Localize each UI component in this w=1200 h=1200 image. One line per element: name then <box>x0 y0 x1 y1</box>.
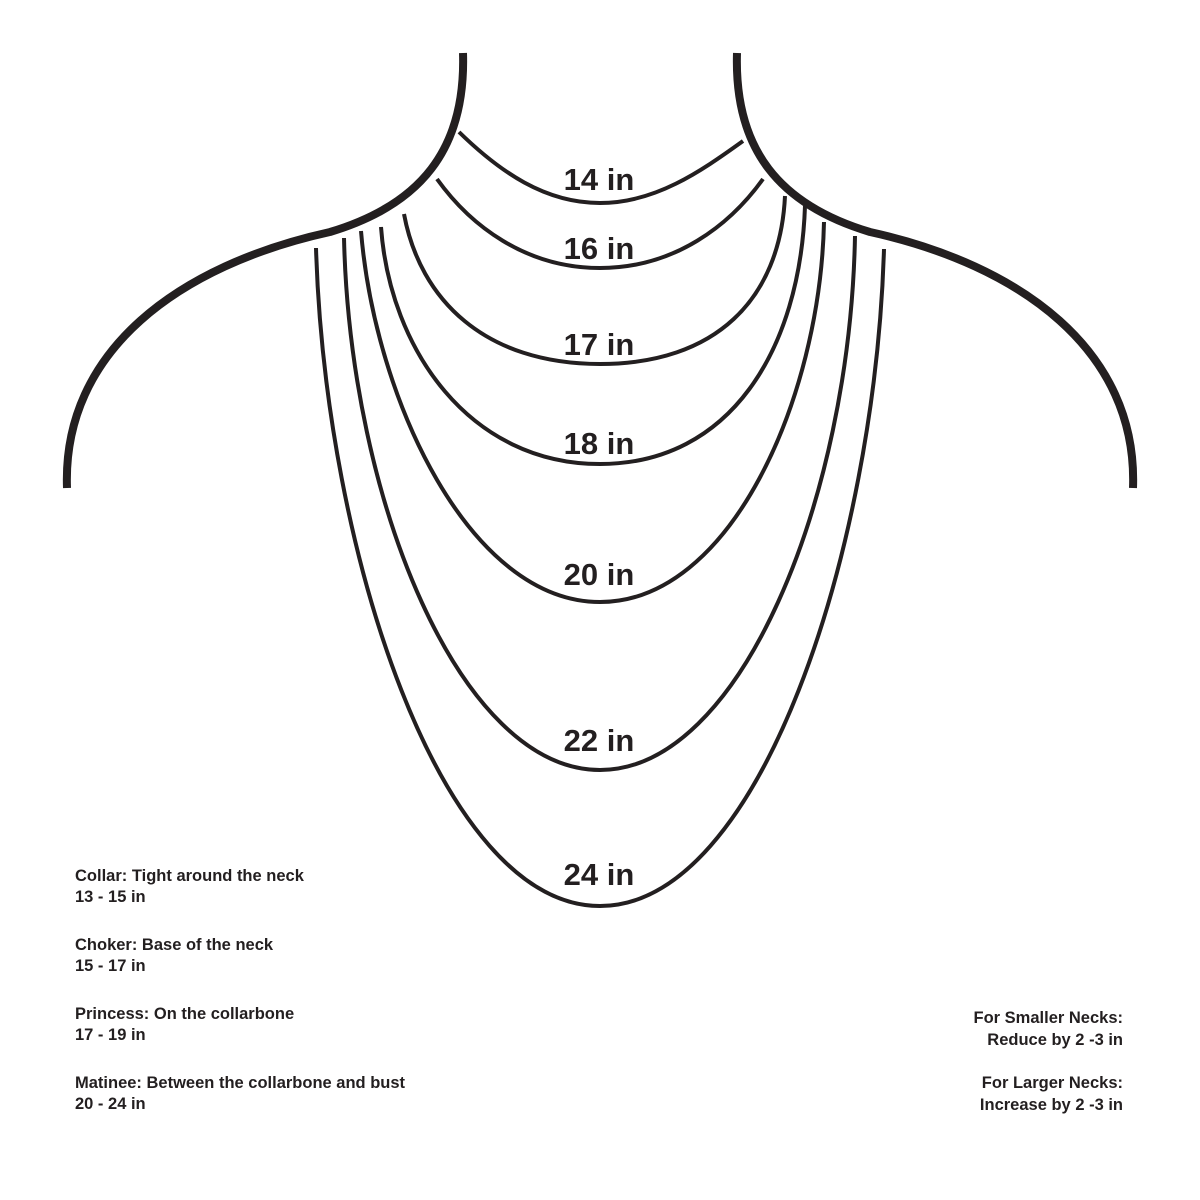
length-label-24in: 24 in <box>563 857 635 892</box>
note-smaller-necks <box>703 1007 1123 1051</box>
note-title: For Larger Necks: <box>981 1074 1123 1092</box>
necklace-style-legend <box>75 866 635 1142</box>
length-label-20in: 20 in <box>563 557 635 592</box>
note-title: For Smaller Necks: <box>973 1009 1123 1027</box>
legend-style: Collar: Tight around the neck <box>75 867 304 885</box>
legend-entry-choker <box>75 935 635 977</box>
legend-range: 17 - 19 in <box>75 1026 146 1044</box>
length-label-17in: 17 in <box>563 327 635 362</box>
length-label-14in: 14 in <box>563 162 635 197</box>
length-label-18in: 18 in <box>563 426 635 461</box>
legend-entry-princess <box>75 1004 635 1046</box>
necklace-20in <box>361 222 824 602</box>
neck-size-notes <box>703 1007 1123 1137</box>
legend-range: 15 - 17 in <box>75 957 146 975</box>
note-text: Reduce by 2 -3 in <box>987 1031 1123 1049</box>
legend-style: Choker: Base of the neck <box>75 936 274 954</box>
legend-style: Princess: On the collarbone <box>75 1005 295 1023</box>
note-text: Increase by 2 -3 in <box>979 1096 1123 1114</box>
legend-style: Matinee: Between the collarbone and bust <box>75 1074 406 1092</box>
legend-range: 13 - 15 in <box>75 888 146 906</box>
legend-entry-collar <box>75 866 635 908</box>
neck-shoulder-outline-left <box>67 53 463 488</box>
length-label-22in: 22 in <box>563 723 635 758</box>
note-larger-necks <box>703 1072 1123 1116</box>
legend-range: 20 - 24 in <box>75 1095 146 1113</box>
length-label-16in: 16 in <box>563 231 635 266</box>
legend-entry-matinee <box>75 1073 635 1115</box>
necklace-22in <box>344 236 855 770</box>
